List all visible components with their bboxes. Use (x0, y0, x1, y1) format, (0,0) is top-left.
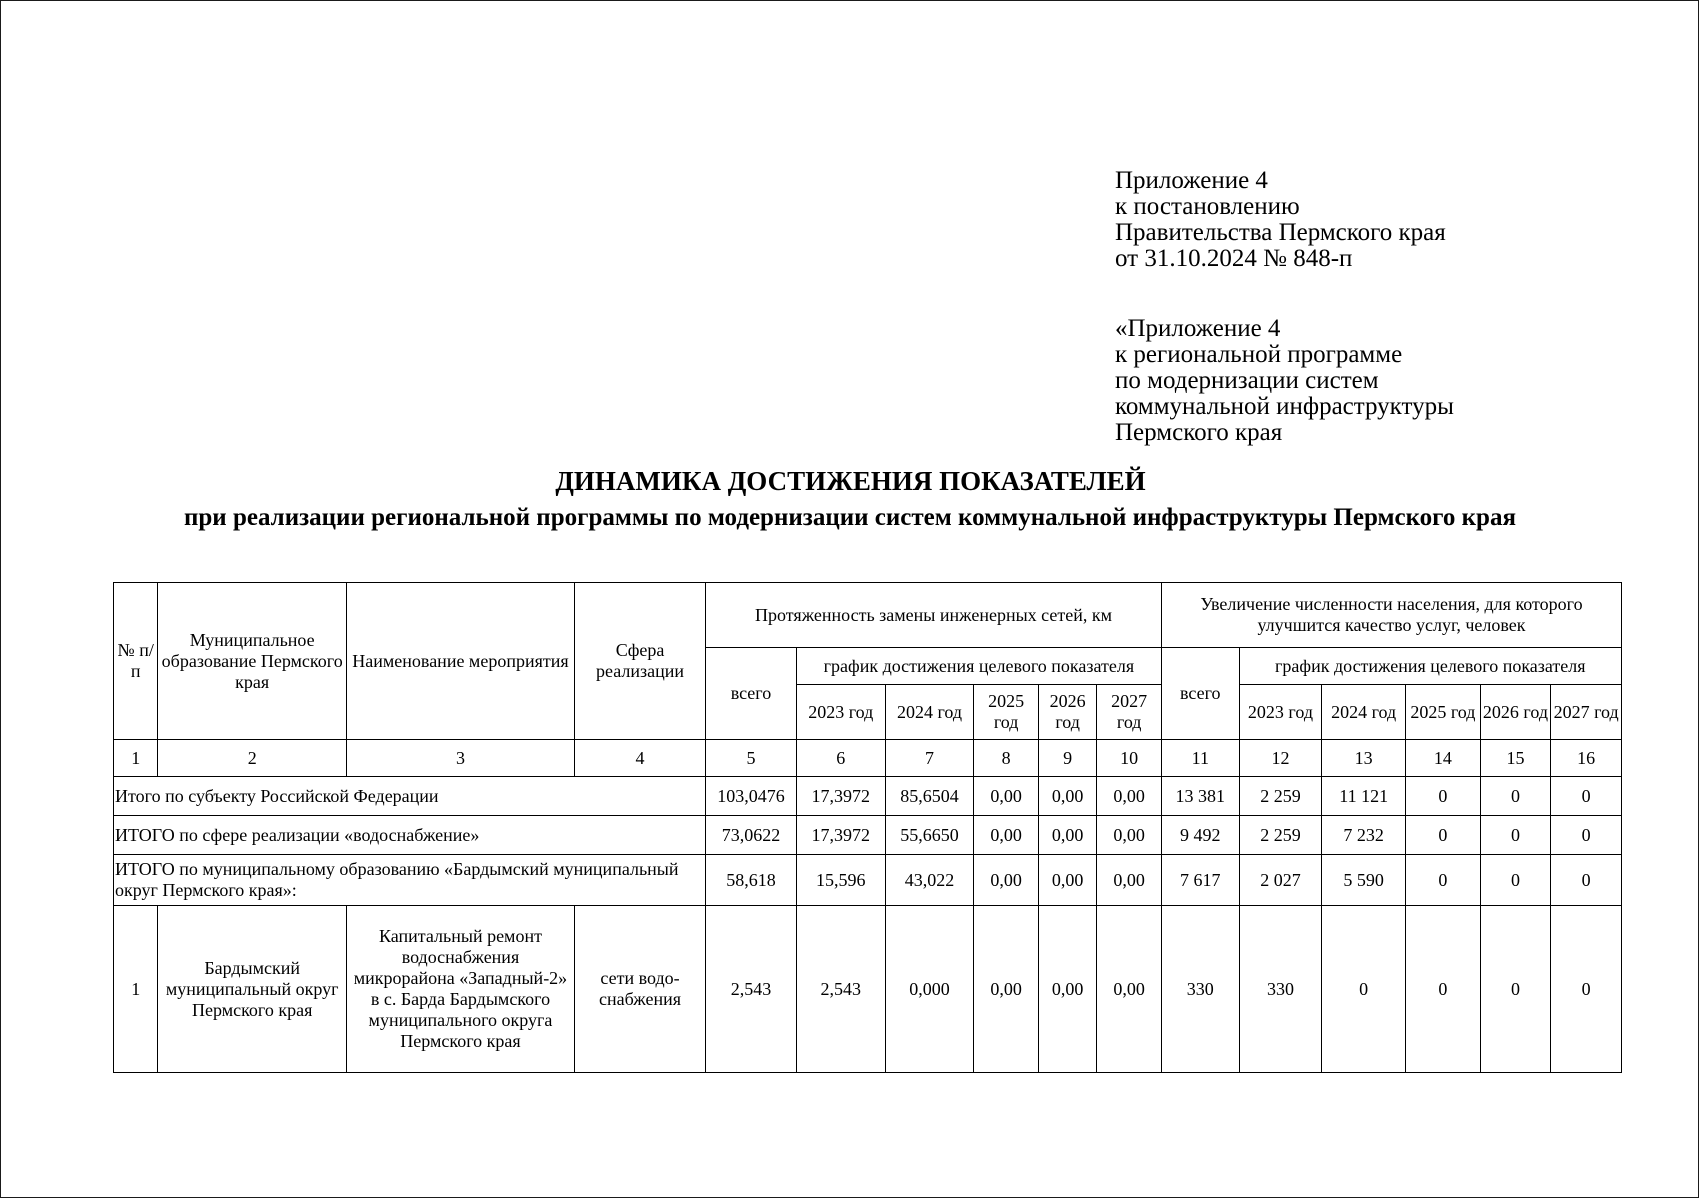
column-number: 8 (974, 740, 1039, 777)
item-value: 330 (1239, 906, 1322, 1073)
approval-line: Правительства Пермского края (1115, 219, 1446, 246)
header-population-group: Увеличение численности населения, для которого улучшится качество услуг, человек (1161, 583, 1621, 648)
document-subtitle: при реализации региональной программы по модернизации систем коммунальной инфраструктуры Пермского края (183, 504, 1516, 531)
summary-value: 0 (1406, 816, 1481, 855)
summary-value: 0 (1480, 855, 1551, 906)
summary-value: 0,00 (974, 855, 1039, 906)
header-num: № п/п (114, 583, 158, 740)
column-number: 3 (347, 740, 575, 777)
summary-value: 0 (1551, 777, 1622, 816)
header-sphere: Сфера реализации (574, 583, 705, 740)
header-population-total: всего (1161, 648, 1239, 740)
header-length-group: Протяженность замены инженерных сетей, км (706, 583, 1162, 648)
header-year: 2027 год (1551, 685, 1622, 740)
summary-label: Итого по субъекту Российской Федерации (114, 777, 706, 816)
summary-value: 0,00 (1097, 777, 1162, 816)
item-value: 2,543 (706, 906, 797, 1073)
summary-value: 13 381 (1161, 777, 1239, 816)
column-number: 6 (796, 740, 885, 777)
summary-value: 11 121 (1322, 777, 1406, 816)
summary-value: 0,00 (974, 777, 1039, 816)
summary-value: 5 590 (1322, 855, 1406, 906)
summary-value: 0,00 (1097, 816, 1162, 855)
item-num: 1 (114, 906, 158, 1073)
summary-value: 0 (1551, 855, 1622, 906)
approval-line: к постановлению (1115, 193, 1300, 220)
column-number: 12 (1239, 740, 1322, 777)
summary-value: 2 027 (1239, 855, 1322, 906)
column-number-row (114, 740, 1622, 777)
header-year: 2023 год (796, 685, 885, 740)
header-population-schedule: график достижения целевого показателя (1239, 648, 1621, 685)
summary-value: 85,6504 (885, 777, 974, 816)
column-number: 16 (1551, 740, 1622, 777)
annex-line: коммунальной инфраструктуры (1115, 393, 1454, 420)
summary-value: 43,022 (885, 855, 974, 906)
header-year: 2027 год (1097, 685, 1162, 740)
item-value: 0 (1406, 906, 1481, 1073)
summary-label: ИТОГО по сфере реализации «водоснабжение» (114, 816, 706, 855)
summary-value: 2 259 (1239, 777, 1322, 816)
summary-row-federation (114, 777, 1622, 816)
annex-line: по модернизации систем (1115, 367, 1379, 394)
approval-stamp (1115, 168, 1454, 446)
header-year: 2026 год (1480, 685, 1551, 740)
summary-value: 58,618 (706, 855, 797, 906)
summary-value: 0 (1551, 816, 1622, 855)
summary-value: 15,596 (796, 855, 885, 906)
summary-value: 2 259 (1239, 816, 1322, 855)
header-length-total: всего (706, 648, 797, 740)
column-number: 13 (1322, 740, 1406, 777)
column-number: 1 (114, 740, 158, 777)
table-row (114, 906, 1622, 1073)
item-sphere: сети водо-снабжения (574, 906, 705, 1073)
item-event: Капитальный ремонт водоснабжения микрорайона «Западный-2» в с. Барда Бардымского муниципального округа Пермского края (347, 906, 575, 1073)
item-value: 0,00 (1038, 906, 1097, 1073)
summary-value: 73,0622 (706, 816, 797, 855)
column-number: 4 (574, 740, 705, 777)
header-year: 2025 год (1406, 685, 1481, 740)
approval-line: Приложение 4 (1115, 167, 1268, 194)
summary-value: 0,00 (1038, 855, 1097, 906)
column-number: 10 (1097, 740, 1162, 777)
header-year: 2024 год (885, 685, 974, 740)
item-value: 0 (1551, 906, 1622, 1073)
summary-value: 7 617 (1161, 855, 1239, 906)
summary-value: 0 (1480, 816, 1551, 855)
summary-value: 55,6650 (885, 816, 974, 855)
summary-value: 0,00 (1038, 777, 1097, 816)
header-municipality: Муниципальное образование Пермского края (158, 583, 347, 740)
summary-value: 9 492 (1161, 816, 1239, 855)
header-year: 2024 год (1322, 685, 1406, 740)
column-number: 14 (1406, 740, 1481, 777)
summary-value: 0,00 (1097, 855, 1162, 906)
summary-value: 17,3972 (796, 816, 885, 855)
item-value: 0,00 (1097, 906, 1162, 1073)
document-title: ДИНАМИКА ДОСТИЖЕНИЯ ПОКАЗАТЕЛЕЙ (555, 466, 1146, 496)
summary-value: 0,00 (1038, 816, 1097, 855)
approval-line: от 31.10.2024 № 848-п (1115, 245, 1353, 272)
summary-value: 0 (1480, 777, 1551, 816)
header-year: 2023 год (1239, 685, 1322, 740)
header-length-schedule: график достижения целевого показателя (796, 648, 1161, 685)
item-value: 0 (1480, 906, 1551, 1073)
column-number: 9 (1038, 740, 1097, 777)
summary-label: ИТОГО по муниципальному образованию «Бардымский муниципальный округ Пермского края»: (114, 855, 706, 906)
item-value: 2,543 (796, 906, 885, 1073)
indicators-table (113, 582, 1622, 1073)
summary-value: 103,0476 (706, 777, 797, 816)
column-number: 15 (1480, 740, 1551, 777)
column-number: 7 (885, 740, 974, 777)
annex-line: к региональной программе (1115, 341, 1403, 368)
column-number: 5 (706, 740, 797, 777)
annex-line: Пермского края (1115, 419, 1283, 446)
header-year: 2026 год (1038, 685, 1097, 740)
item-value: 330 (1161, 906, 1239, 1073)
summary-value: 0 (1406, 855, 1481, 906)
summary-row-water (114, 816, 1622, 855)
summary-row-bardym (114, 855, 1622, 906)
summary-value: 0 (1406, 777, 1481, 816)
header-year: 2025 год (974, 685, 1039, 740)
annex-line: «Приложение 4 (1115, 315, 1281, 342)
summary-value: 7 232 (1322, 816, 1406, 855)
header-event: Наименование мероприятия (347, 583, 575, 740)
item-value: 0,00 (974, 906, 1039, 1073)
summary-value: 17,3972 (796, 777, 885, 816)
item-municipality: Бардымский муниципальный округ Пермского края (158, 906, 347, 1073)
item-value: 0 (1322, 906, 1406, 1073)
column-number: 11 (1161, 740, 1239, 777)
item-value: 0,000 (885, 906, 974, 1073)
column-number: 2 (158, 740, 347, 777)
summary-value: 0,00 (974, 816, 1039, 855)
